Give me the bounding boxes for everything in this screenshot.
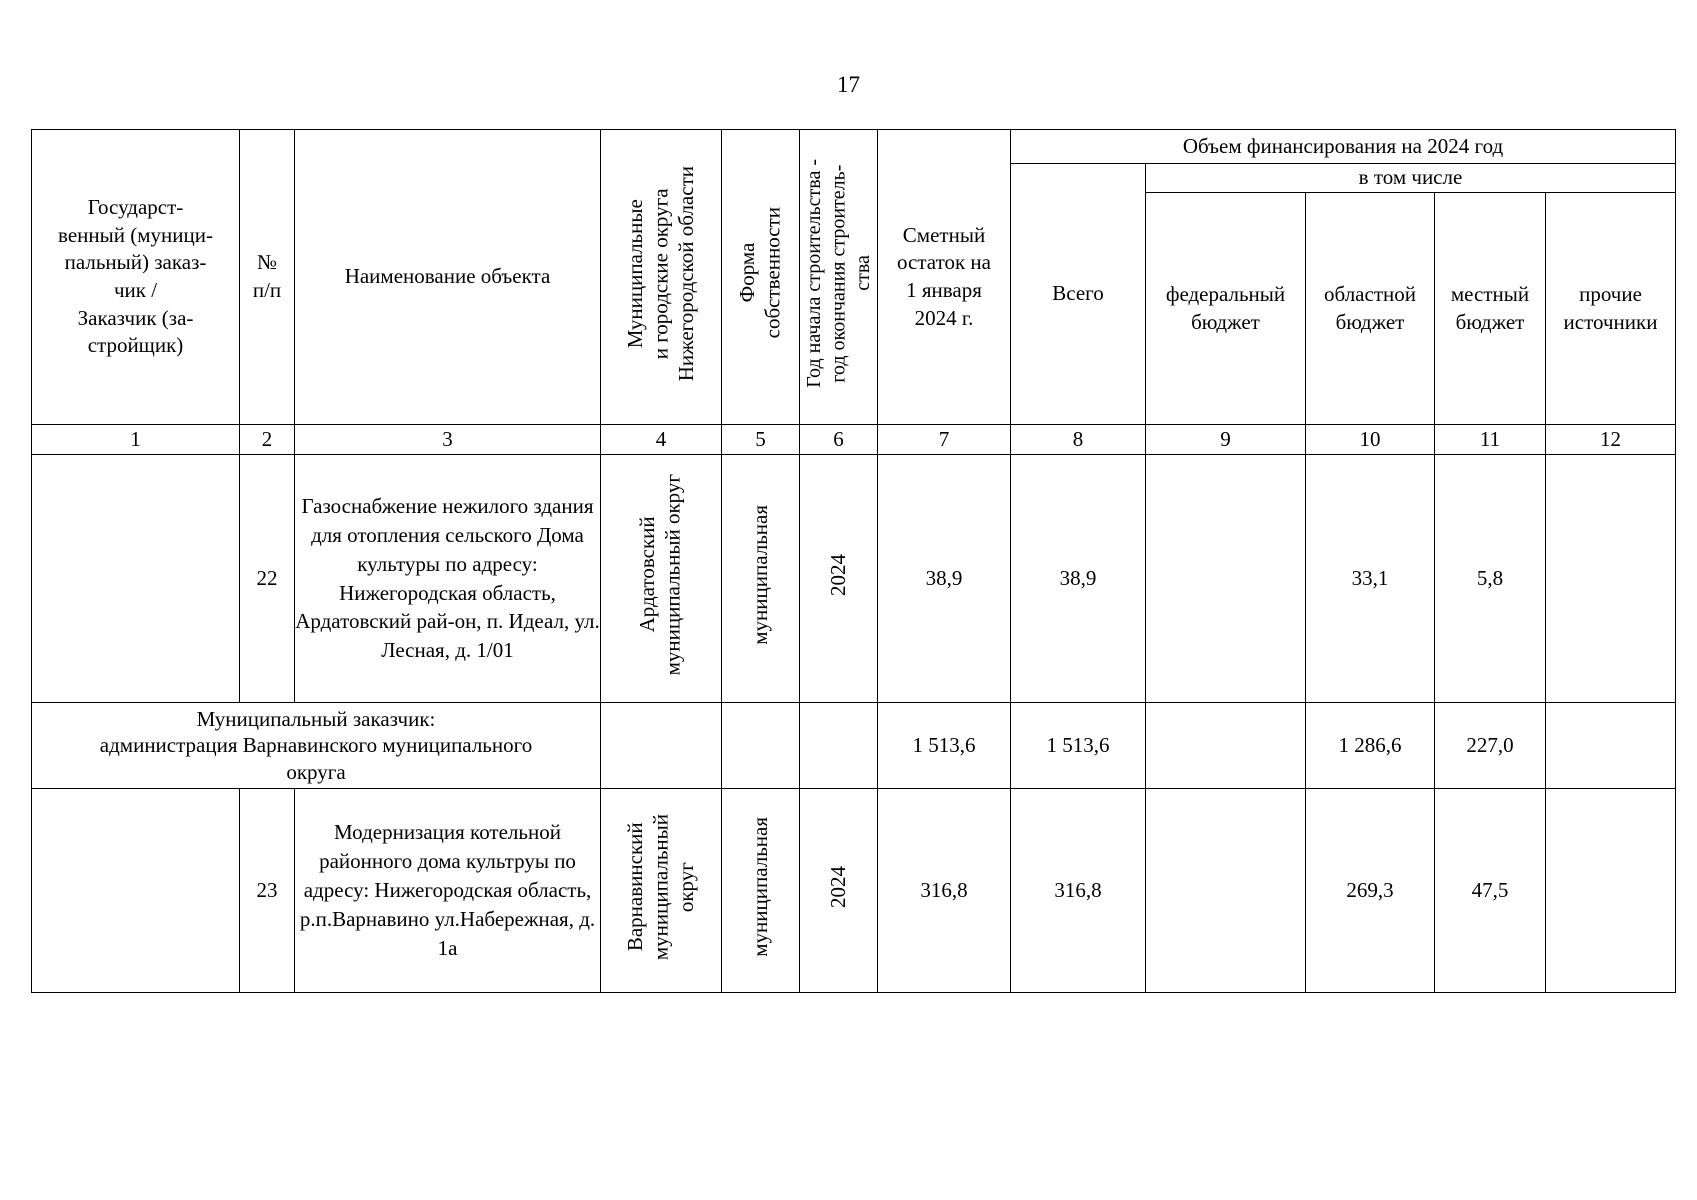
header-federal: федеральный бюджет <box>1146 193 1306 425</box>
subtotal-regional: 1 286,6 <box>1306 703 1435 789</box>
subtotal-row <box>32 703 1676 789</box>
row-estimated-balance: 316,8 <box>878 789 1011 993</box>
row-years-cell <box>800 455 878 703</box>
header-total: Всего <box>1011 164 1146 425</box>
row-regional: 33,1 <box>1306 455 1435 703</box>
header-years-cell <box>800 130 878 425</box>
col-number: 11 <box>1435 425 1546 455</box>
header-other: прочие источники <box>1546 193 1676 425</box>
row-federal <box>1146 789 1306 993</box>
header-years: Год начала строительства - год окончания строитель- ства <box>802 158 874 388</box>
header-ownership-cell <box>722 130 800 425</box>
header-financing: Объем финансирования на 2024 год <box>1011 130 1676 164</box>
col-number: 5 <box>722 425 800 455</box>
row-years: 2024 <box>825 553 850 596</box>
col-number: 7 <box>878 425 1011 455</box>
col-number: 4 <box>601 425 722 455</box>
header-including: в том числе <box>1146 164 1676 193</box>
header-customer: Государст- венный (муници- пальный) заказ- чик / Заказчик (за- стройщик) <box>32 130 240 425</box>
row-ownership-cell <box>722 455 800 703</box>
col-number: 12 <box>1546 425 1676 455</box>
subtotal-local: 227,0 <box>1435 703 1546 789</box>
header-district-cell <box>601 130 722 425</box>
row-district-cell <box>601 455 722 703</box>
subtotal-federal <box>1146 703 1306 789</box>
row-total: 316,8 <box>1011 789 1146 993</box>
row-years: 2024 <box>825 865 850 908</box>
row-total: 38,9 <box>1011 455 1146 703</box>
row-ownership: муниципальная <box>747 504 772 645</box>
page-number: 17 <box>837 72 860 97</box>
header-object-name: Наименование объекта <box>295 130 601 425</box>
row-customer <box>32 789 240 993</box>
row-other <box>1546 455 1676 703</box>
col-number: 10 <box>1306 425 1435 455</box>
header-local: местный бюджет <box>1435 193 1546 425</box>
row-district: Ардатовский муниципальный округ <box>635 473 685 676</box>
col-number: 3 <box>295 425 601 455</box>
row-other <box>1546 789 1676 993</box>
col-number: 2 <box>240 425 295 455</box>
row-regional: 269,3 <box>1306 789 1435 993</box>
row-number: 23 <box>240 789 295 993</box>
subtotal-label: Муниципальный заказчик: администрация Варнавинского муниципального округа <box>32 703 601 789</box>
row-local: 47,5 <box>1435 789 1546 993</box>
financing-table <box>31 129 1676 993</box>
row-ownership: муниципальная <box>747 816 772 957</box>
table-row <box>32 789 1676 993</box>
row-object-name: Газоснабжение нежилого здания для отопления сельского Дома культуры по адресу: Нижегородская область, Ардатовский рай-он, п. Идеал, ул. Лесная, д. 1/01 <box>295 455 601 703</box>
row-local: 5,8 <box>1435 455 1546 703</box>
row-years-cell <box>800 789 878 993</box>
subtotal-estimated-balance: 1 513,6 <box>878 703 1011 789</box>
row-ownership-cell <box>722 789 800 993</box>
table-row <box>32 455 1676 703</box>
header-number: № п/п <box>240 130 295 425</box>
column-number-row <box>32 425 1676 455</box>
row-number: 22 <box>240 455 295 703</box>
col-number: 6 <box>800 425 878 455</box>
col-number: 8 <box>1011 425 1146 455</box>
header-regional: областной бюджет <box>1306 193 1435 425</box>
header-estimated-balance: Сметный остаток на 1 января 2024 г. <box>878 130 1011 425</box>
row-customer <box>32 455 240 703</box>
header-ownership: Форма собственности <box>734 207 785 339</box>
row-district-cell <box>601 789 722 993</box>
row-object-name: Модернизация котельной районного дома культруы по адресу: Нижегородская область, р.п.Варнавино ул.Набережная, д. 1а <box>295 789 601 993</box>
col-number: 1 <box>32 425 240 455</box>
row-federal <box>1146 455 1306 703</box>
subtotal-other <box>1546 703 1676 789</box>
header-row <box>32 130 1676 164</box>
col-number: 9 <box>1146 425 1306 455</box>
subtotal-total: 1 513,6 <box>1011 703 1146 789</box>
row-district: Варнавинский муниципальный округ <box>622 813 698 960</box>
row-estimated-balance: 38,9 <box>878 455 1011 703</box>
header-district: Муниципальные и городские округа Нижегородской области <box>622 165 698 381</box>
